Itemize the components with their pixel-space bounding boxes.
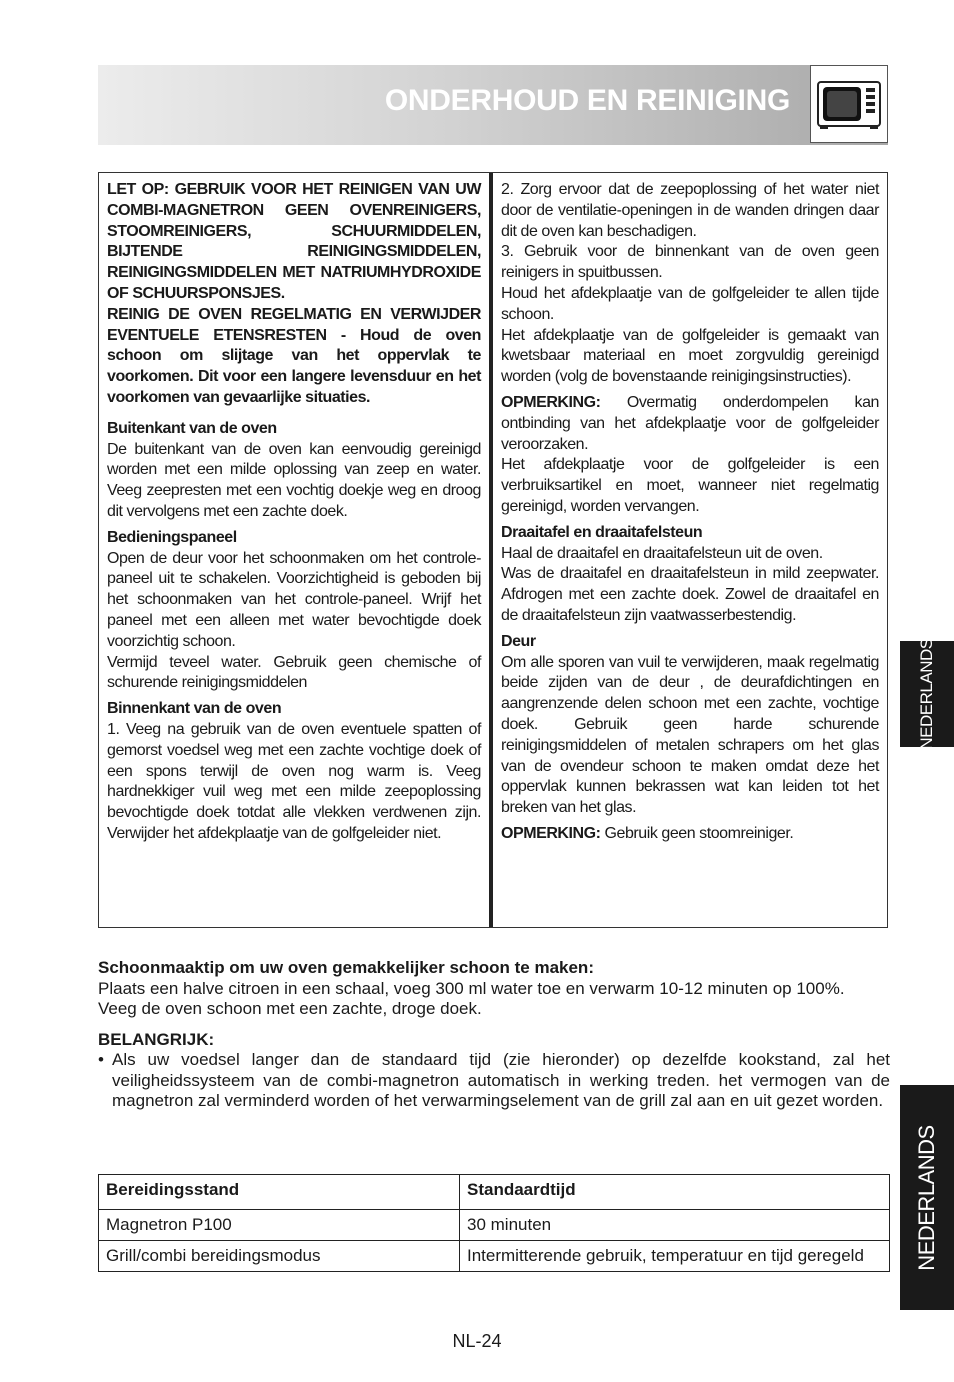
section-text-interior: 1. Veeg na gebruik van de oven eventuele spatten of gemorst voedsel weg met een zachte vochtige doek of een spons terwijl de oven nog warm is. Veeg hardnekkiger vuil weg met een milde zeepoplossing bevochtigde doek totdat alle vlekken verdwenen zijn. Verwijder het afdekplaatje van de golfgeleider niet. bbox=[107, 720, 481, 842]
language-tab-large bbox=[900, 1085, 954, 1310]
bullet-icon: • bbox=[98, 1050, 104, 1069]
section-text-door: Om alle sporen van vuil te verwijderen, maak regelmatig beide zijden van de deur , de deurafdichtingen en aangrenzende delen schoon met een zachte, vochtige doek. Gebruik geen harde schurende reinigingsmiddelen of metalen schrapers om het glas van de ovendeur schoon te maken omdat deze het oppervlak kunnen bekrassen wat kan leiden tot het breken van het glas. bbox=[501, 653, 879, 817]
page-title: ONDERHOUD EN REINIGING bbox=[384, 84, 790, 117]
table-header-cell: Bereidingsstand bbox=[99, 1175, 460, 1210]
table-row bbox=[99, 1210, 890, 1241]
table-cell: 30 minuten bbox=[460, 1210, 890, 1241]
section-text-turntable-2: Was de draaitafel en draaitafelsteun in mild zeepwater. Afdrogen met een zachte doek. Zowel de draaitafel en de draaitafelsteun zijn vaatwasserbestendig. bbox=[501, 565, 879, 624]
note-paragraph-1 bbox=[501, 393, 879, 455]
note-paragraph-2 bbox=[501, 824, 879, 845]
tip-text-1: Plaats een halve citroen in een schaal, voeg 300 ml water toe en verwarm 10-12 minuten op 100%. bbox=[98, 978, 845, 998]
section-heading-interior: Binnenkant van de oven bbox=[107, 700, 282, 718]
cleaning-instructions-box bbox=[98, 172, 888, 928]
standard-time-table bbox=[98, 1174, 890, 1272]
language-tab-small bbox=[900, 638, 954, 750]
note-text-2: Gebruik geen stoomreiniger. bbox=[600, 824, 794, 842]
tip-text-2: Veeg de oven schoon met een zachte, droge doek. bbox=[98, 999, 482, 1018]
important-heading: BELANGRIJK: bbox=[98, 1029, 215, 1049]
section-heading-turntable: Draaitafel en draaitafelsteun bbox=[501, 523, 703, 541]
section-heading-door: Deur bbox=[501, 632, 536, 650]
section-text-control-panel-2: Vermijd teveel water. Gebruik geen chemische of schurende reinigingsmiddelen bbox=[107, 653, 481, 692]
section-text-exterior: De buitenkant van de oven kan eenvoudig gereinigd worden met een milde oplossing van zeep en water. Veeg zeepresten met een vochtig doekje weg en droog dit vervolgens met een zachte doek. bbox=[107, 440, 481, 520]
language-tab-label: NEDERLANDS bbox=[914, 1124, 939, 1271]
table-header-row bbox=[99, 1175, 890, 1210]
section-heading-exterior: Buitenkant van de oven bbox=[107, 419, 277, 437]
tip-heading: Schoonmaaktip om uw oven gemakkelijker schoon te maken: bbox=[98, 958, 594, 977]
page-header bbox=[98, 65, 888, 145]
section-text-turntable-1: Haal de draaitafel en draaitafelsteun uit de oven. bbox=[501, 544, 823, 562]
page-number: NL-24 bbox=[452, 1331, 502, 1351]
language-tab-label: NEDERLANDS bbox=[917, 638, 936, 750]
section-heading-control-panel: Bedieningspaneel bbox=[107, 528, 237, 546]
table-cell: Magnetron P100 bbox=[99, 1210, 460, 1241]
note-label: OPMERKING: bbox=[501, 393, 601, 411]
warning-text-2: REINIG DE OVEN REGELMATIG EN VERWIJDER EVENTUELE ETENSRESTEN - Houd de oven schoon om slijtage van het oppervlak te voorkomen. Dit voor een langere levensduur en het voorkomen van gevaarlijke situaties. bbox=[107, 305, 481, 406]
important-bullet-text: Als uw voedsel langer dan de standaard tijd (zie hieronder) op dezelfde kookstand, zal het veiligheidssysteem van de combi-magnetron automatisch in werking treden. het vermogen van de magnetron zal verminderd worden of het verwarmingselement van de grill zal aan en uit gezet worden. bbox=[112, 1050, 890, 1110]
warning-text: LET OP: GEBRUIK VOOR HET REINIGEN VAN UW COMBI-MAGNETRON GEEN OVENREINIGERS, STOOMREINIGERS, SCHUURMIDDELEN, BIJTENDE REINIGINGSMIDDELEN, REINIGINGSMIDDELEN MET NATRIUMHYDROXIDE OF SCHUURSPONSJES. bbox=[107, 181, 481, 302]
important-bullet bbox=[98, 1050, 890, 1112]
table-header-cell: Standaardtijd bbox=[460, 1175, 890, 1210]
table-row bbox=[99, 1241, 890, 1272]
table-cell: Grill/combi bereidingsmodus bbox=[99, 1241, 460, 1272]
note-text-1: Overmatig onderdompelen kan ontbinding van het afdekplaatje voor de golfgeleider veroorzaken. bbox=[501, 393, 879, 453]
note-label-2: OPMERKING: bbox=[501, 824, 601, 842]
waveguide-text-2: Het afdekplaatje van de golfgeleider is gemaakt van kwetsbaar materiaal en moet zorgvuldig gereinigd worden (volg de bovenstaande reinigingsinstructies). bbox=[501, 326, 879, 386]
left-column bbox=[99, 173, 493, 927]
table-cell: Intermitterende gebruik, temperatuur en tijd geregeld bbox=[460, 1241, 890, 1272]
interior-step-3: 3. Gebruik voor de binnenkant van de oven geen reinigers in spuitbussen. bbox=[501, 243, 879, 282]
section-text-control-panel: Open de deur voor het schoonmaken om het controle-paneel uit te schakelen. Voorzichtigheid is geboden bij het schoonmaken van het controle-paneel. Wrijf het paneel met een alleen met water bevochtigde doek voorzichtig schoon. bbox=[107, 549, 481, 650]
cleaning-tip bbox=[98, 958, 890, 1112]
waveguide-text-3: Het afdekplaatje voor de golfgeleider is een verbruiksartikel en moet, wanneer niet regelmatig gereinigd, worden vervangen. bbox=[501, 456, 879, 515]
right-column bbox=[493, 173, 887, 927]
microwave-oven-icon bbox=[810, 65, 888, 143]
waveguide-text-1: Houd het afdekplaatje van de golfgeleider te allen tijde schoon. bbox=[501, 284, 879, 323]
interior-step-2: 2. Zorg ervoor dat de zeepoplossing of het water niet door de ventilatie-openingen in de wanden dringen daar dit de oven kan beschadigen. bbox=[501, 181, 879, 240]
